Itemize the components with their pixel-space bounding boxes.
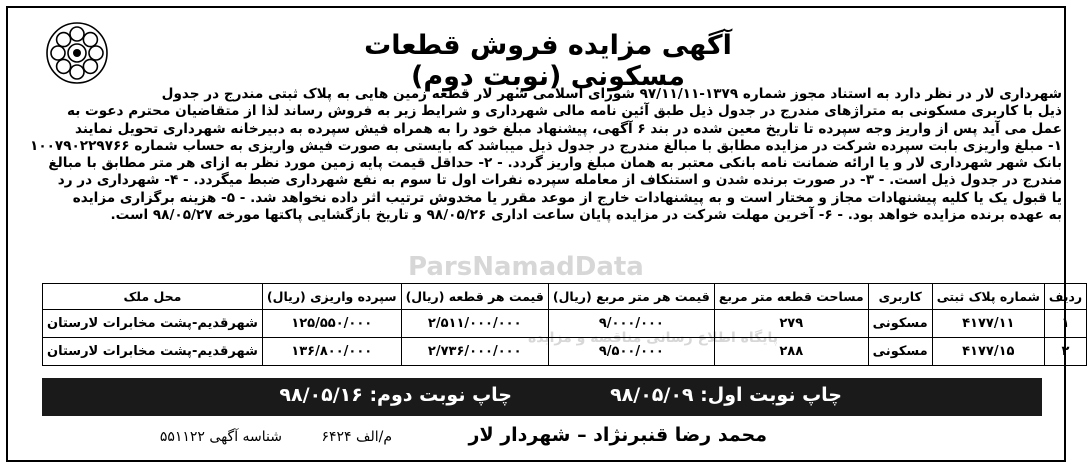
table-header-row bbox=[43, 284, 1087, 310]
header-deposit: سپرده واریزی (ریال) bbox=[262, 284, 401, 310]
watermark-subtitle: پایگاه اطلاع رسانی مناقصه و مزایده bbox=[528, 330, 779, 346]
cell-plate-number: ۴۱۷۷/۱۱ bbox=[932, 310, 1044, 338]
ad-identifier: شناسه آگهی ۵۵۱۱۲۲ bbox=[159, 429, 282, 445]
header-price-per-lot: قیمت هر قطعه (ریال) bbox=[401, 284, 548, 310]
body-line: عمل می آید پس از واریز وجه سپرده تا تاریخ معین شده در بند ۶ آگهی، پیشنهاد مبلغ خود را به همراه فیش سپرده به دبیرخانه شهرداری تحویل نمایند bbox=[75, 120, 1062, 137]
cell-area: ۲۷۹ bbox=[714, 310, 868, 338]
signature: محمد رضا قنبرنژاد – شهردار لار bbox=[468, 424, 767, 446]
watermark-brand: ParsNamadData bbox=[408, 252, 644, 282]
reference-code: م/الف ۶۴۲۴ bbox=[321, 429, 392, 445]
cell-price-per-lot: ۲/۷۳۶/۰۰۰/۰۰۰ bbox=[401, 338, 548, 366]
first-print-date: چاپ نوبت اول: ۹۸/۰۵/۰۹ bbox=[610, 384, 842, 406]
header-location: محل ملک bbox=[43, 284, 263, 310]
cell-usage: مسکونی bbox=[868, 338, 932, 366]
cell-area: ۲۸۸ bbox=[714, 338, 868, 366]
body-line: شهرداری لار در نظر دارد به استناد مجوز شماره ۱۳۷۹-۹۷/۱۱/۱۱ شورای اسلامی شهر لار قطعه زمین هایی به پلاک ثبتی مندرج در جدول bbox=[161, 86, 1062, 102]
auction-table bbox=[42, 283, 1087, 366]
cell-price-per-sqm: ۹/۵۰۰/۰۰۰ bbox=[548, 338, 714, 366]
table-row bbox=[43, 338, 1087, 366]
header-area: مساحت قطعه متر مربع bbox=[714, 284, 868, 310]
header-plate-number: شماره پلاک ثبتی bbox=[932, 284, 1044, 310]
print-dates-bar bbox=[42, 378, 1042, 416]
ad-body bbox=[22, 86, 1062, 224]
body-line: بانک شهر شهرداری لار و یا ارائه ضمانت نامه بانکی معتبر به همان مبلغ واریز گردد. - ۲- حداقل قیمت پایه زمین مورد نظر به ازای هر متر مطابق با مبالغ bbox=[48, 155, 1062, 172]
body-line: ۱- مبلغ واریزی بابت سپرده شرکت در مزایده مطابق با مبالغ مندرج در جدول ذیل میباشد که بایستی به صورت فیش واریزی به حساب شماره ۱۰۰۷۹۰۲۲۹۷۶۶ bbox=[30, 137, 1062, 154]
cell-location: شهرقدیم-پشت مخابرات لارستان bbox=[43, 338, 263, 366]
cell-plate-number: ۴۱۷۷/۱۵ bbox=[932, 338, 1044, 366]
ad-footer bbox=[42, 420, 1042, 456]
cell-usage: مسکونی bbox=[868, 310, 932, 338]
ad-title: آگهی مزایده فروش قطعات مسکونی (نوبت دوم) bbox=[364, 30, 732, 92]
header-usage: کاربری bbox=[868, 284, 932, 310]
second-print-date: چاپ نوبت دوم: ۹۸/۰۵/۱۶ bbox=[279, 384, 512, 406]
header-price-per-sqm: قیمت هر متر مربع (ریال) bbox=[548, 284, 714, 310]
body-line: مندرج در جدول ذیل است. - ۳- در صورت برنده شدن و استنکاف از معامله سپرده نفرات اول تا سوم به نفع شهرداری ضبط میگردد. - ۴- شهرداری در رد bbox=[57, 172, 1062, 189]
municipality-logo-icon bbox=[44, 20, 110, 86]
header-row-number: ردیف bbox=[1044, 284, 1086, 310]
cell-price-per-lot: ۲/۵۱۱/۰۰۰/۰۰۰ bbox=[401, 310, 548, 338]
body-line: به عهده برنده مزایده خواهد بود. - ۶- آخرین مهلت شرکت در مزایده پایان ساعت اداری ۹۸/۰۵/۲۶ و تاریخ بازگشایی پاکتها مورخه ۹۸/۰۵/۲۷ است. bbox=[110, 207, 1062, 224]
body-line: ذیل با کاربری مسکونی به متراژهای مندرج در جدول ذیل طبق آئین نامه مالی شهرداری و شرایط زیر به فروش رساند لذا از متقاضیان محترم دعوت به bbox=[66, 103, 1062, 120]
cell-row-number: ۲ bbox=[1044, 338, 1086, 366]
body-line: یا قبول یک یا کلیه پیشنهادات مجاز و مختار است و به پیشنهادات خارج از موعد مقرر یا مخدوش ترتیب اثر داده نخواهد شد. - ۵- هزینه برگزاری مزایده bbox=[72, 189, 1062, 206]
cell-deposit: ۱۳۶/۸۰۰/۰۰۰ bbox=[262, 338, 401, 366]
table-row bbox=[43, 310, 1087, 338]
cell-location: شهرقدیم-پشت مخابرات لارستان bbox=[43, 310, 263, 338]
cell-deposit: ۱۲۵/۵۵۰/۰۰۰ bbox=[262, 310, 401, 338]
cell-row-number: ۱ bbox=[1044, 310, 1086, 338]
cell-price-per-sqm: ۹/۰۰۰/۰۰۰ bbox=[548, 310, 714, 338]
